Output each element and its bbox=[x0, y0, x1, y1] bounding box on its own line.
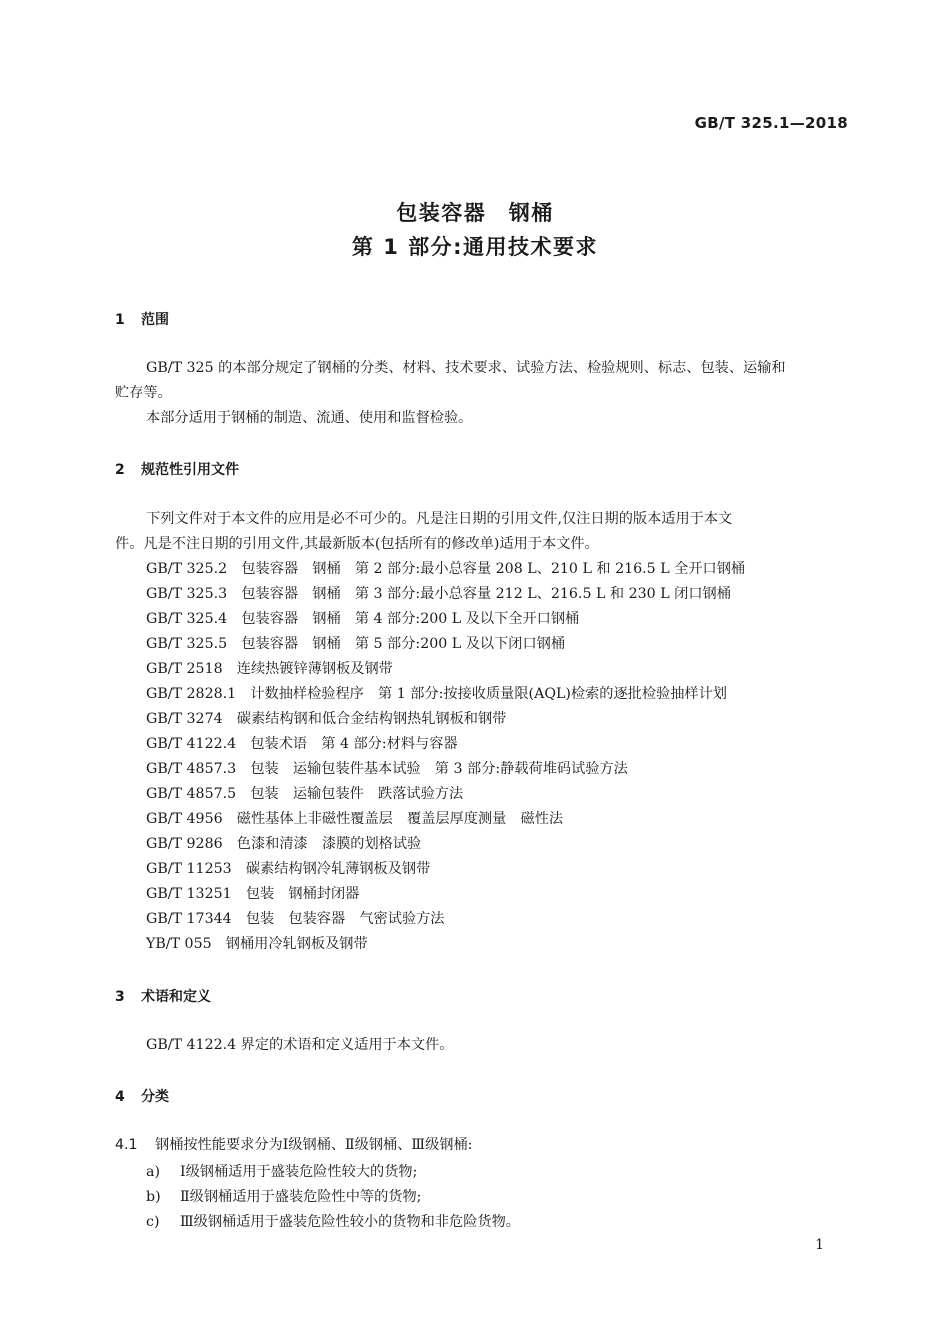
list-item-label: a) bbox=[146, 1164, 160, 1180]
paragraph: 本部分适用于钢桶的制造、流通、使用和监督检验。 bbox=[146, 410, 473, 426]
paragraph: 件。凡是不注日期的引用文件,其最新版本(包括所有的修改单)适用于本文件。 bbox=[115, 536, 599, 552]
list-item bbox=[146, 1211, 520, 1231]
reference-item: GB/T 17344 包装 包装容器 气密试验方法 bbox=[146, 911, 445, 927]
reference-item: GB/T 11253 碳素结构钢冷轧薄钢板及钢带 bbox=[146, 861, 431, 877]
paragraph: 下列文件对于本文件的应用是必不可少的。凡是注日期的引用文件,仅注日期的版本适用于本文 bbox=[146, 511, 733, 527]
list-item bbox=[146, 1186, 421, 1206]
clause-4-1 bbox=[115, 1136, 472, 1154]
reference-item: GB/T 2828.1 计数抽样检验程序 第 1 部分:按接收质量限(AQL)检索的逐批检验抽样计划 bbox=[146, 686, 727, 702]
section-3-heading bbox=[115, 986, 211, 1006]
page-number: 1 bbox=[815, 1237, 824, 1253]
list-item bbox=[146, 1161, 417, 1181]
list-item-text: Ⅰ级钢桶适用于盛装危险性较大的货物; bbox=[180, 1164, 418, 1180]
list-item-label: c) bbox=[146, 1214, 160, 1230]
section-number: 1 bbox=[115, 312, 125, 328]
document-title-line1: 包装容器 钢桶 bbox=[396, 201, 554, 225]
document-title-line2: 第 1 部分:通用技术要求 bbox=[351, 235, 599, 259]
paragraph: GB/T 4122.4 界定的术语和定义适用于本文件。 bbox=[146, 1037, 454, 1053]
reference-item: GB/T 4857.3 包装 运输包装件基本试验 第 3 部分:静载荷堆码试验方法 bbox=[146, 761, 628, 777]
reference-item: YB/T 055 钢桶用冷轧钢板及钢带 bbox=[146, 936, 368, 952]
reference-item: GB/T 4956 磁性基体上非磁性覆盖层 覆盖层厚度测量 磁性法 bbox=[146, 811, 564, 827]
list-item-label: b) bbox=[146, 1189, 161, 1205]
section-title: 分类 bbox=[141, 1089, 169, 1105]
list-item-text: Ⅱ级钢桶适用于盛装危险性中等的货物; bbox=[180, 1189, 422, 1205]
reference-item: GB/T 2518 连续热镀锌薄钢板及钢带 bbox=[146, 661, 393, 677]
section-title: 术语和定义 bbox=[141, 989, 211, 1005]
section-number: 4 bbox=[115, 1089, 125, 1105]
section-title: 规范性引用文件 bbox=[141, 462, 239, 478]
section-2-heading bbox=[115, 459, 239, 479]
reference-item: GB/T 4857.5 包装 运输包装件 跌落试验方法 bbox=[146, 786, 464, 802]
reference-item: GB/T 13251 包装 钢桶封闭器 bbox=[146, 886, 360, 902]
reference-item: GB/T 3274 碳素结构钢和低合金结构钢热轧钢板和钢带 bbox=[146, 711, 507, 727]
clause-number: 4.1 bbox=[115, 1137, 138, 1153]
reference-item: GB/T 9286 色漆和清漆 漆膜的划格试验 bbox=[146, 836, 422, 852]
clause-text: 钢桶按性能要求分为Ⅰ级钢桶、Ⅱ级钢桶、Ⅲ级钢桶: bbox=[155, 1137, 473, 1153]
section-title: 范围 bbox=[141, 312, 169, 328]
list-item-text: Ⅲ级钢桶适用于盛装危险性较小的货物和非危险货物。 bbox=[180, 1214, 520, 1230]
reference-item: GB/T 325.5 包装容器 钢桶 第 5 部分:200 L 及以下闭口钢桶 bbox=[146, 636, 566, 652]
reference-item: GB/T 325.3 包装容器 钢桶 第 3 部分:最小总容量 212 L、216.5 L 和 230 L 闭口钢桶 bbox=[146, 586, 731, 602]
paragraph: 贮存等。 bbox=[115, 385, 172, 401]
section-4-heading bbox=[115, 1086, 169, 1106]
standard-code: GB/T 325.1—2018 bbox=[694, 114, 848, 132]
reference-item: GB/T 4122.4 包装术语 第 4 部分:材料与容器 bbox=[146, 736, 458, 752]
section-number: 2 bbox=[115, 462, 125, 478]
section-number: 3 bbox=[115, 989, 125, 1005]
section-1-heading bbox=[115, 309, 169, 329]
reference-item: GB/T 325.2 包装容器 钢桶 第 2 部分:最小总容量 208 L、210 L 和 216.5 L 全开口钢桶 bbox=[146, 561, 746, 577]
reference-item: GB/T 325.4 包装容器 钢桶 第 4 部分:200 L 及以下全开口钢桶 bbox=[146, 611, 580, 627]
paragraph: GB/T 325 的本部分规定了钢桶的分类、材料、技术要求、试验方法、检验规则、标志、包装、运输和 bbox=[146, 360, 786, 376]
